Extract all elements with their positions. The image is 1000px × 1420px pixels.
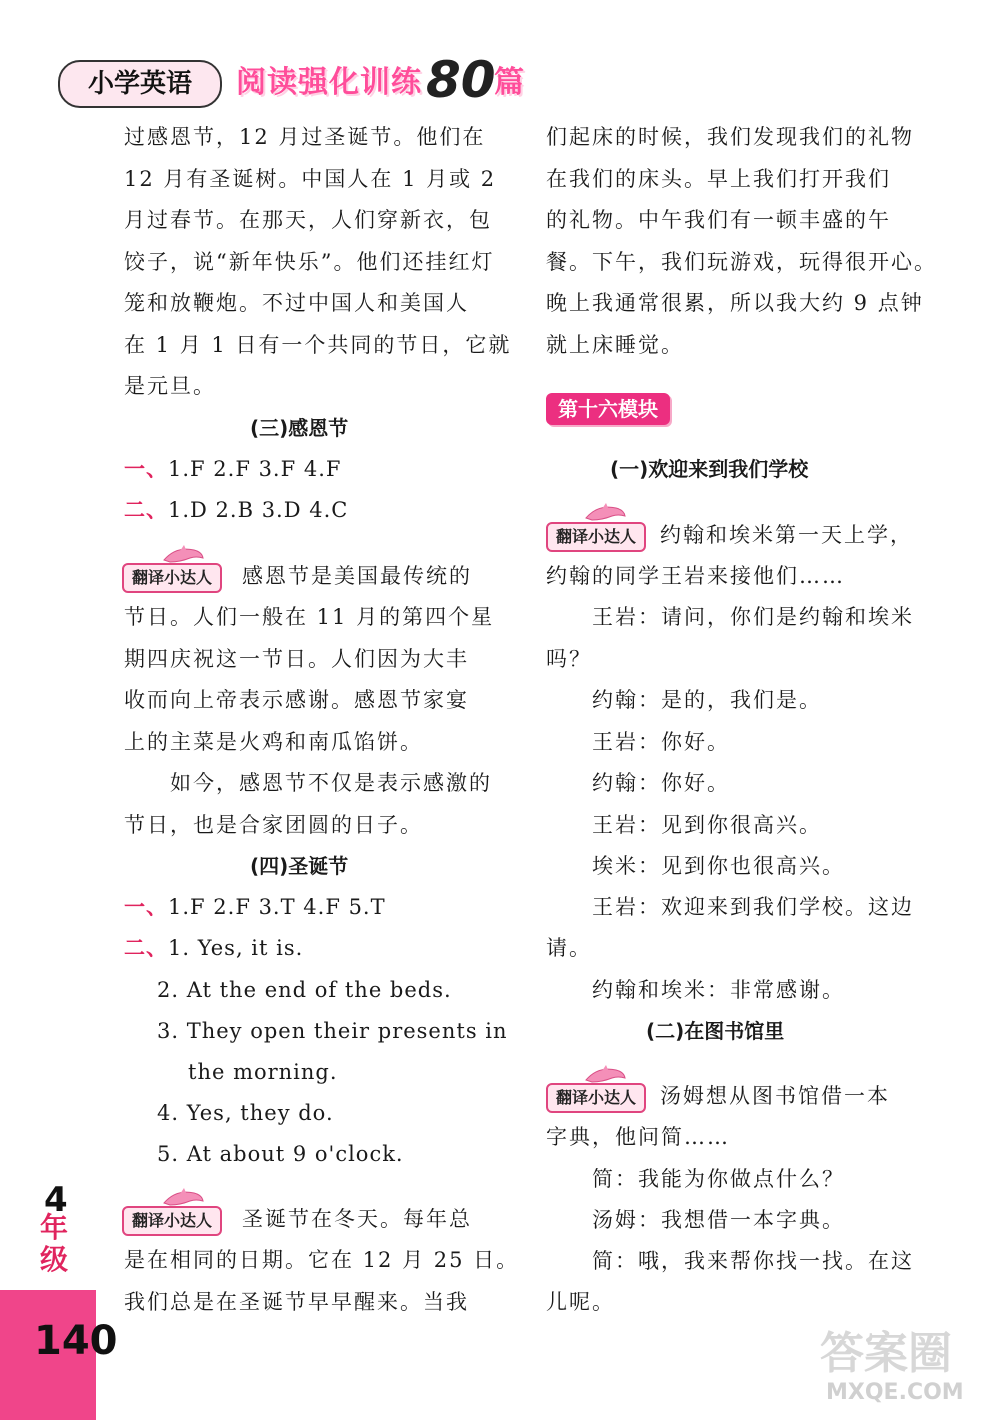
text-line: 晚上我通常很累，所以我大约 9 点钟 [546, 291, 924, 315]
section-title-thanksgiving: (三)感恩节 [250, 416, 349, 440]
text-line: 过感恩节，12 月过圣诞节。他们在 [124, 125, 486, 149]
dialogue-line: 王岩：你好。 [592, 730, 730, 754]
translation-badge: 翻译小达人 [546, 522, 646, 552]
dialogue-line: 儿呢。 [546, 1290, 615, 1314]
text-line: 节日，也是合家团圆的日子。 [124, 813, 423, 837]
answer-row [124, 495, 348, 525]
section-title-christmas: (四)圣诞节 [250, 854, 349, 878]
dialogue-line: 简：我能为你做点什么？ [592, 1167, 845, 1191]
text-line: 圣诞节在冬天。每年总 [242, 1207, 472, 1231]
dolphin-icon [584, 502, 626, 524]
answer-values: 1.F 2.F 3.F 4.F [168, 457, 342, 481]
answer-line: 2. At the end of the beds. [157, 978, 452, 1002]
text-line: 约翰的同学王岩来接他们…… [546, 564, 845, 588]
section-title-welcome: (一)欢迎来到我们学校 [610, 457, 809, 481]
text-line: 12 月有圣诞树。中国人在 1 月或 2 [124, 167, 497, 191]
text-line: 上的主菜是火鸡和南瓜馅饼。 [124, 730, 423, 754]
text-line: 在我们的床头。早上我们打开我们 [546, 167, 891, 191]
answer-label: 一、 [124, 894, 168, 919]
answer-line: 4. Yes, they do. [157, 1101, 334, 1125]
answer-values: 1.F 2.F 3.T 4.F 5.T [168, 895, 386, 919]
answer-line: the morning. [188, 1060, 338, 1084]
dialogue-line: 汤姆：我想借一本字典。 [592, 1208, 845, 1232]
text-line: 我们总是在圣诞节早早醒来。当我 [124, 1290, 469, 1314]
translation-badge: 翻译小达人 [122, 1206, 222, 1236]
answer-label: 一、 [124, 456, 168, 481]
answer-row [124, 454, 341, 484]
module-banner: 第十六模块 [546, 393, 670, 425]
answer-label: 二、 [124, 935, 168, 960]
dialogue-line: 约翰：你好。 [592, 771, 730, 795]
answer-line: 5. At about 9 o'clock. [157, 1142, 404, 1166]
dialogue-line: 埃米：见到你也很高兴。 [592, 854, 845, 878]
text-line: 是在相同的日期。它在 12 月 25 日。 [124, 1248, 520, 1272]
dialogue-line: 请。 [546, 936, 592, 960]
text-line: 感恩节是美国最传统的 [242, 564, 472, 588]
answer-values: 1. Yes, it is. [168, 936, 304, 960]
book-series-number: 80 [426, 51, 496, 109]
text-line: 节日。人们一般在 11 月的第四个星 [124, 605, 495, 629]
dialogue-line: 约翰和埃米：非常感谢。 [592, 978, 845, 1002]
section-title-library: (二)在图书馆里 [646, 1019, 785, 1043]
text-line: 餐。下午，我们玩游戏，玩得很开心。 [546, 250, 937, 274]
answer-values: 1.D 2.B 3.D 4.C [168, 498, 349, 522]
text-line: 期四庆祝这一节日。人们因为大丰 [124, 647, 469, 671]
page-number: 140 [34, 1318, 118, 1364]
dialogue-line: 王岩：见到你很高兴。 [592, 813, 822, 837]
watermark-logo: 答案圈 [820, 1328, 952, 1379]
text-line: 汤姆想从图书馆借一本 [660, 1084, 890, 1108]
dialogue-line: 王岩：请问，你们是约翰和埃米 [592, 605, 914, 629]
book-series-title: 阅读强化训练 [236, 65, 422, 100]
answer-line: 3. They open their presents in [157, 1019, 508, 1043]
book-series-unit: 篇 [494, 65, 524, 100]
translation-badge: 翻译小达人 [546, 1083, 646, 1113]
text-line: 字典，他问简…… [546, 1125, 730, 1149]
text-line: 就上床睡觉。 [546, 333, 684, 357]
text-line: 的礼物。中午我们有一顿丰盛的午 [546, 208, 891, 232]
text-line: 笼和放鞭炮。不过中国人和美国人 [124, 291, 469, 315]
text-line: 在 1 月 1 日有一个共同的节日，它就 [124, 333, 512, 357]
dialogue-line: 王岩：欢迎来到我们学校。这边 [592, 895, 914, 919]
grade-number: 4 [44, 1180, 68, 1220]
grade-label: 年级 [40, 1211, 69, 1276]
text-line: 收而向上帝表示感谢。感恩节家宴 [124, 688, 469, 712]
text-line: 们起床的时候，我们发现我们的礼物 [546, 125, 914, 149]
answer-label: 二、 [124, 497, 168, 522]
answer-row [124, 892, 386, 922]
text-line: 饺子，说“新年快乐”。他们还挂红灯 [124, 250, 495, 274]
text-line: 如今，感恩节不仅是表示感激的 [170, 771, 492, 795]
text-line: 是元旦。 [124, 374, 216, 398]
answer-row [124, 933, 303, 963]
text-line: 约翰和埃米第一天上学， [660, 523, 913, 547]
translation-badge: 翻译小达人 [122, 563, 222, 593]
text-line: 月过春节。在那天，人们穿新衣，包 [124, 208, 492, 232]
watermark-url: MXQE.COM [826, 1380, 964, 1405]
dialogue-line: 吗？ [546, 647, 592, 671]
dialogue-line: 约翰：是的，我们是。 [592, 688, 822, 712]
book-subject-badge: 小学英语 [58, 60, 222, 108]
dialogue-line: 简：哦，我来帮你找一找。在这 [592, 1249, 914, 1273]
